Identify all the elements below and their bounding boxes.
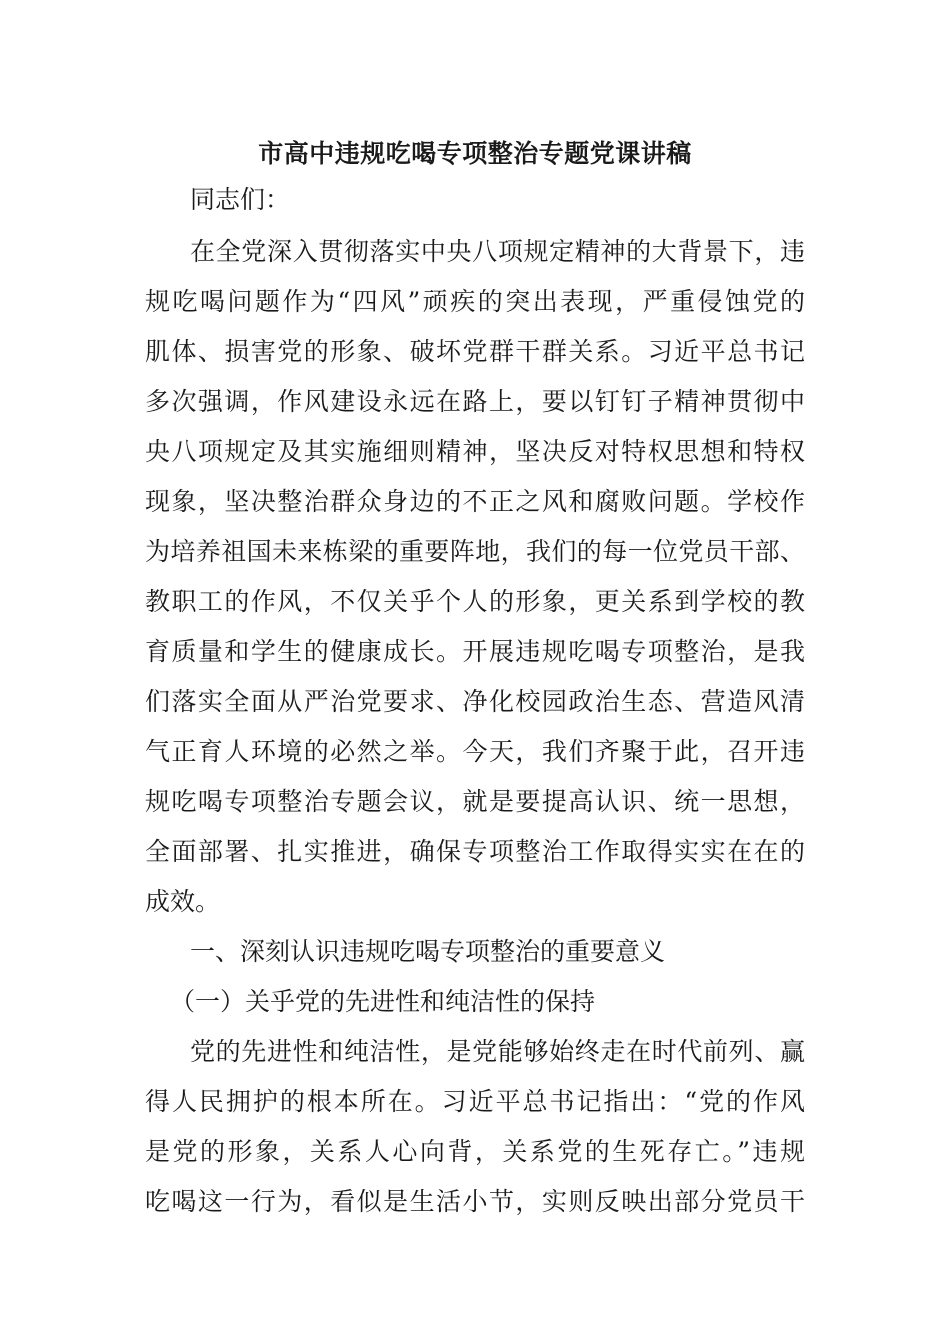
paragraph-line: 教职工的作风，不仅关乎个人的形象，更关系到学校的教	[145, 587, 805, 616]
paragraph-line: 成效。	[145, 887, 221, 916]
paragraph-line: 肌体、损害党的形象、破坏党群干群关系。习近平总书记	[145, 337, 805, 366]
document-title: 市高中违规吃喝专项整治专题党课讲稿	[258, 139, 692, 168]
section-heading: 一、深刻认识违规吃喝专项整治的重要意义	[190, 937, 666, 966]
paragraph-line: 多次强调，作风建设永远在路上，要以钉钉子精神贯彻中	[145, 387, 805, 416]
paragraph-line: 全面部署、扎实推进，确保专项整治工作取得实实在在的	[145, 837, 805, 866]
paragraph-line: 党的先进性和纯洁性，是党能够始终走在时代前列、赢	[190, 1037, 805, 1066]
subsection-heading: （一）关乎党的先进性和纯洁性的保持	[170, 987, 596, 1016]
paragraph-line: 是党的形象，关系人心向背，关系党的生死存亡。”违规	[145, 1137, 805, 1166]
paragraph-line: 规吃喝专项整治专题会议，就是要提高认识、统一思想，	[145, 787, 805, 816]
salutation: 同志们：	[190, 185, 291, 214]
paragraph-line: 现象，坚决整治群众身边的不正之风和腐败问题。学校作	[145, 487, 805, 516]
paragraph-line: 们落实全面从严治党要求、净化校园政治生态、营造风清	[145, 687, 805, 716]
paragraph-line: 气正育人环境的必然之举。今天，我们齐聚于此，召开违	[145, 737, 805, 766]
paragraph-line: 央八项规定及其实施细则精神，坚决反对特权思想和特权	[145, 437, 805, 466]
paragraph-line: 吃喝这一行为，看似是生活小节，实则反映出部分党员干	[145, 1187, 805, 1216]
paragraph-line: 在全党深入贯彻落实中央八项规定精神的大背景下，违	[190, 237, 805, 266]
paragraph-line: 育质量和学生的健康成长。开展违规吃喝专项整治，是我	[145, 637, 805, 666]
paragraph-line: 得人民拥护的根本所在。习近平总书记指出：“党的作风	[145, 1087, 805, 1116]
paragraph-line: 规吃喝问题作为“四风”顽疾的突出表现，严重侵蚀党的	[145, 287, 805, 316]
paragraph-line: 为培养祖国未来栋梁的重要阵地，我们的每一位党员干部、	[145, 537, 805, 566]
